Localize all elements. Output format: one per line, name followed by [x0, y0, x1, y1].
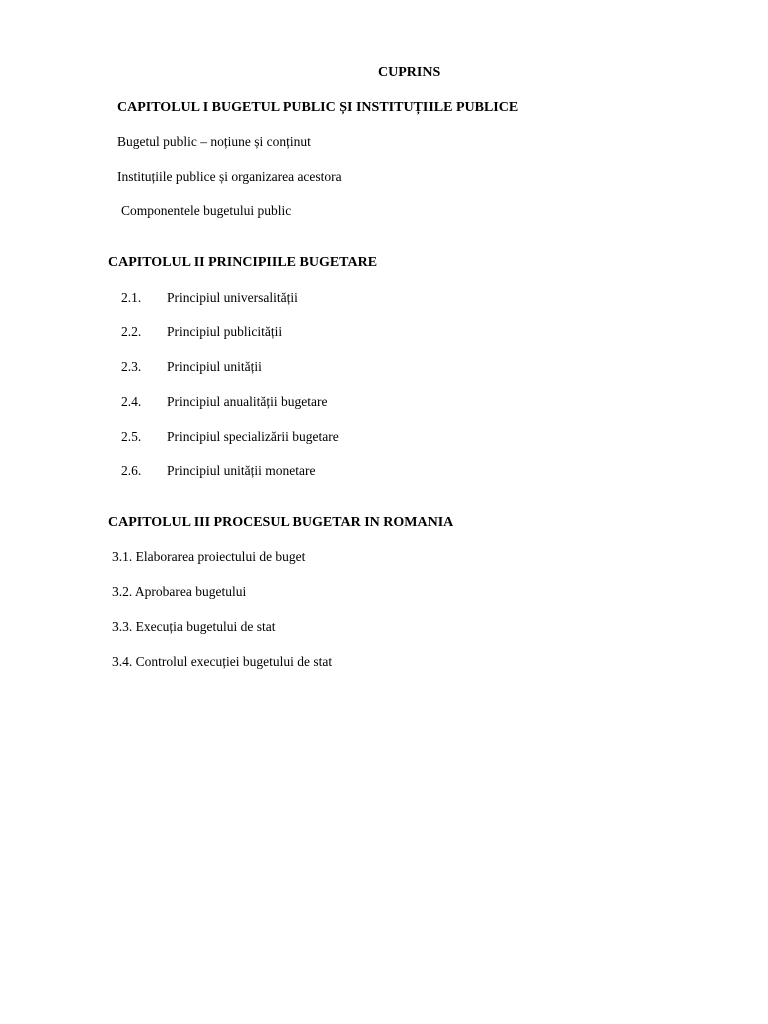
chapter-3-heading: CAPITOLUL III PROCESUL BUGETAR IN ROMANIA — [108, 515, 454, 530]
chapter-2-heading: CAPITOLUL II PRINCIPIILE BUGETARE — [108, 255, 378, 270]
item-number: 2.3. — [121, 359, 142, 374]
item-text: Principiul anualității bugetare — [167, 394, 328, 409]
chapter-1-item-3: Componentele bugetului public — [121, 203, 292, 218]
chapter-3-item-4: 3.4. Controlul execuției bugetului de stat — [112, 654, 333, 669]
item-number: 2.1. — [121, 290, 142, 305]
chapter-3-item-3: 3.3. Execuția bugetului de stat — [112, 619, 276, 634]
item-number: 2.2. — [121, 324, 142, 339]
item-text: Principiul universalității — [167, 290, 298, 305]
chapter-1-item-2: Instituțiile publice și organizarea acestora — [117, 169, 342, 184]
item-text: Principiul unității monetare — [167, 463, 316, 478]
item-text: Principiul publicității — [167, 324, 283, 339]
item-number: 2.5. — [121, 429, 142, 444]
item-number: 2.6. — [121, 463, 142, 478]
chapter-3-item-2: 3.2. Aprobarea bugetului — [112, 584, 247, 599]
chapter-1-item-1: Bugetul public – noțiune și conținut — [117, 134, 311, 149]
item-text: Principiul unității — [167, 359, 262, 374]
chapter-1-heading: CAPITOLUL I BUGETUL PUBLIC ȘI INSTITUȚIILE PUBLICE — [117, 100, 519, 115]
toc-title: CUPRINS — [378, 65, 441, 80]
chapter-3-item-1: 3.1. Elaborarea proiectului de buget — [112, 549, 306, 564]
item-text: Principiul specializării bugetare — [167, 429, 339, 444]
item-number: 2.4. — [121, 394, 142, 409]
